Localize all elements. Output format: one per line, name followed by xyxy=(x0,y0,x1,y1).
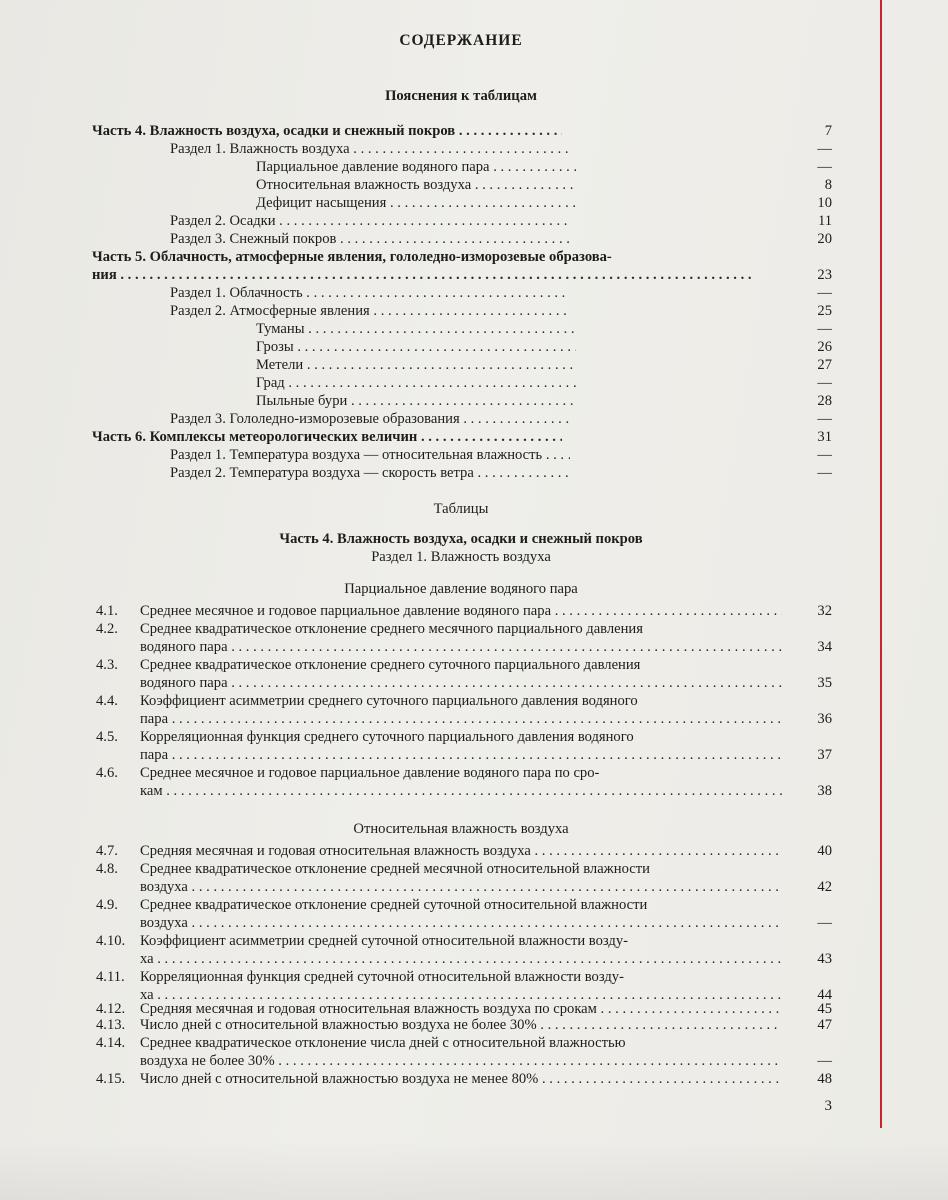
toc-entry-label: ния . . . xyxy=(92,266,752,284)
table-number: 4.10. xyxy=(96,933,126,949)
toc-entry xyxy=(0,302,948,320)
table-number: 4.4. xyxy=(96,693,118,709)
table-entry xyxy=(0,1052,948,1070)
table-entry-label: кам . . . xyxy=(140,782,782,800)
toc-entry-label: Метели . . . xyxy=(256,356,576,374)
table-entry-line1 xyxy=(0,620,948,638)
toc-entry xyxy=(0,338,948,356)
table-entry-label: Среднее квадратическое отклонение среднего месячного парциального давления xyxy=(140,621,643,637)
table-entry-line1 xyxy=(0,896,948,914)
table-entry-page: 43 xyxy=(817,951,832,967)
table-number: 4.12. xyxy=(96,1001,126,1017)
toc-entry-page: 7 xyxy=(824,123,832,139)
toc-entry-label: Дефицит насыщения . . . xyxy=(256,194,576,212)
table-entry xyxy=(0,746,948,764)
toc-entry-page: 25 xyxy=(817,303,832,319)
toc-entry-label: Раздел 2. Осадки . . . xyxy=(170,212,570,230)
toc-entry xyxy=(0,212,948,230)
toc-entry-page: — xyxy=(817,465,832,481)
table-number: 4.8. xyxy=(96,861,118,877)
toc-entry-page: 20 xyxy=(817,231,832,247)
page-number: 3 xyxy=(824,1098,832,1114)
table-number: 4.13. xyxy=(96,1017,126,1033)
toc-entry xyxy=(0,464,948,482)
table-entry-page: 32 xyxy=(817,603,832,619)
toc-entry-label: Парциальное давление водяного пара . . . xyxy=(256,158,576,176)
toc-entry-page: — xyxy=(817,375,832,391)
toc-entry-page: 23 xyxy=(817,267,832,283)
table-entry xyxy=(0,710,948,728)
table-entry-label: Число дней с относительной влажностью воздуха не менее 80% . . . xyxy=(140,1070,782,1088)
toc-entry-label: Раздел 1. Влажность воздуха . . . xyxy=(170,140,570,158)
table-entry-label: Среднее месячное и годовое парциальное давление водяного пара . . . xyxy=(140,602,782,620)
toc-entry-page: 27 xyxy=(817,357,832,373)
table-entry-page: 47 xyxy=(817,1017,832,1033)
toc-entry-page: 11 xyxy=(817,213,832,229)
table-number: 4.1. xyxy=(96,603,118,619)
toc-entry-page: — xyxy=(817,141,832,157)
toc-entry-label: Раздел 2. Атмосферные явления . . . xyxy=(170,302,570,320)
toc-entry xyxy=(0,230,948,248)
table-entry-line1 xyxy=(0,656,948,674)
toc-entry xyxy=(0,122,948,140)
table-entry-label: пара . . . xyxy=(140,746,782,764)
table-entry xyxy=(0,1070,948,1088)
toc-entry-label: Раздел 3. Снежный покров . . . xyxy=(170,230,570,248)
table-number: 4.11. xyxy=(96,969,125,985)
table-entry-label: Коэффициент асимметрии средней суточной относительной влажности возду- xyxy=(140,933,628,949)
table-number: 4.3. xyxy=(96,657,118,673)
table-entry-label: ха . . . xyxy=(140,986,782,1004)
toc-entry-label: Раздел 1. Облачность . . . xyxy=(170,284,570,302)
table-number: 4.9. xyxy=(96,897,118,913)
toc-entry-line1 xyxy=(0,248,948,266)
table-entry-line1 xyxy=(0,1034,948,1052)
table-entry-page: 42 xyxy=(817,879,832,895)
table-entry-page: 37 xyxy=(817,747,832,763)
toc-entry-page: — xyxy=(817,411,832,427)
table-entry-line1 xyxy=(0,860,948,878)
table-number: 4.14. xyxy=(96,1035,126,1051)
table-entry-label: Число дней с относительной влажностью воздуха не более 30% . . . xyxy=(140,1016,782,1034)
toc-entry-page: — xyxy=(817,447,832,463)
subsection-heading: Парциальное давление водяного пара xyxy=(344,581,578,597)
toc-entry-label: Раздел 1. Температура воздуха — относительная влажность . . . xyxy=(170,446,570,464)
table-number: 4.15. xyxy=(96,1071,126,1087)
table-entry-page: 34 xyxy=(817,639,832,655)
toc-entry-page: — xyxy=(817,285,832,301)
toc-entry-label: Относительная влажность воздуха . . . xyxy=(256,176,576,194)
toc-entry-label: Туманы . . . xyxy=(256,320,576,338)
toc-entry xyxy=(0,284,948,302)
toc-entry xyxy=(0,176,948,194)
table-entry-label: воздуха не более 30% . . . xyxy=(140,1052,782,1070)
table-entry-page: 35 xyxy=(817,675,832,691)
table-entry-page: 48 xyxy=(817,1071,832,1087)
table-entry-label: Среднее квадратическое отклонение числа дней с относительной влажностью xyxy=(140,1035,626,1051)
explanations-heading: Пояснения к таблицам xyxy=(385,88,537,104)
table-entry-page: — xyxy=(817,915,832,931)
table-entry-label: Среднее квадратическое отклонение среднего суточного парциального давления xyxy=(140,657,641,673)
tables-heading: Таблицы xyxy=(433,501,489,517)
table-entry xyxy=(0,638,948,656)
section1-heading: Раздел 1. Влажность воздуха xyxy=(371,549,551,565)
toc-entry-label: Пыльные бури . . . xyxy=(256,392,576,410)
toc-entry-label: Град . . . xyxy=(256,374,576,392)
toc-entry-page: 10 xyxy=(817,195,832,211)
toc-entry-label: Часть 5. Облачность, атмосферные явления, гололедно-изморозевые образова- xyxy=(92,249,612,265)
toc-entry xyxy=(0,158,948,176)
table-entry xyxy=(0,914,948,932)
table-entry-label: Коэффициент асимметрии среднего суточного парциального давления водяного xyxy=(140,693,638,709)
toc-entry-label: Раздел 3. Гололедно-изморозевые образования . . . xyxy=(170,410,570,428)
table-entry-line1 xyxy=(0,968,948,986)
table-number: 4.2. xyxy=(96,621,118,637)
table-entry-line1 xyxy=(0,728,948,746)
toc-entry-label: Часть 4. Влажность воздуха, осадки и снежный покров . . . xyxy=(92,122,562,140)
table-entry xyxy=(0,842,948,860)
table-entry-label: Корреляционная функция среднего суточного парциального давления водяного xyxy=(140,729,634,745)
table-entry xyxy=(0,602,948,620)
page-shadow xyxy=(0,1140,948,1200)
table-entry-label: водяного пара . . . xyxy=(140,674,782,692)
table-entry-page: 44 xyxy=(817,987,832,1003)
toc-entry-label: Грозы . . . xyxy=(256,338,576,356)
toc-entry xyxy=(0,140,948,158)
toc-entry-page: — xyxy=(817,159,832,175)
toc-entry-label: Часть 6. Комплексы метеорологических величин . . . xyxy=(92,428,562,446)
toc-entry xyxy=(0,410,948,428)
table-entry-page: 40 xyxy=(817,843,832,859)
toc-entry xyxy=(0,356,948,374)
table-entry-label: воздуха . . . xyxy=(140,914,782,932)
toc-entry xyxy=(0,428,948,446)
table-entry-page: 38 xyxy=(817,783,832,799)
table-entry-label: Средняя месячная и годовая относительная влажность воздуха . . . xyxy=(140,842,782,860)
toc-entry-label: Раздел 2. Температура воздуха — скорость ветра . . . xyxy=(170,464,570,482)
toc-entry-page: — xyxy=(817,321,832,337)
table-entry-line1 xyxy=(0,692,948,710)
table-entry-label: Среднее квадратическое отклонение средней суточной относительной влажности xyxy=(140,897,648,913)
table-entry-page: — xyxy=(817,1053,832,1069)
page-title: СОДЕРЖАНИЕ xyxy=(399,32,523,49)
subsection-heading: Относительная влажность воздуха xyxy=(353,821,569,837)
toc-entry-page: 8 xyxy=(824,177,832,193)
table-entry-line1 xyxy=(0,764,948,782)
table-entry-label: Среднее месячное и годовое парциальное давление водяного пара по сро- xyxy=(140,765,600,781)
table-entry-label: ха . . . xyxy=(140,950,782,968)
table-number: 4.7. xyxy=(96,843,118,859)
table-entry xyxy=(0,1016,948,1034)
table-entry-label: Средняя месячная и годовая относительная влажность воздуха по срокам . . . xyxy=(140,1000,782,1018)
toc-entry xyxy=(0,194,948,212)
table-number: 4.6. xyxy=(96,765,118,781)
table-entry-label: пара . . . xyxy=(140,710,782,728)
table-entry-label: воздуха . . . xyxy=(140,878,782,896)
toc-entry xyxy=(0,320,948,338)
table-entry-label: Корреляционная функция средней суточной относительной влажности возду- xyxy=(140,969,624,985)
table-number: 4.5. xyxy=(96,729,118,745)
toc-entry xyxy=(0,266,948,284)
toc-entry xyxy=(0,374,948,392)
toc-entry-page: 28 xyxy=(817,393,832,409)
part4-heading: Часть 4. Влажность воздуха, осадки и снежный покров xyxy=(279,531,643,547)
table-entry-label: Среднее квадратическое отклонение средней месячной относительной влажности xyxy=(140,861,650,877)
table-entry-label: водяного пара . . . xyxy=(140,638,782,656)
table-entry xyxy=(0,674,948,692)
table-entry xyxy=(0,878,948,896)
table-entry-page: 36 xyxy=(817,711,832,727)
toc-entry-page: 26 xyxy=(817,339,832,355)
toc-entry xyxy=(0,392,948,410)
toc-entry xyxy=(0,446,948,464)
table-entry-line1 xyxy=(0,932,948,950)
table-entry-page: 45 xyxy=(817,1001,832,1017)
table-entry xyxy=(0,782,948,800)
table-entry xyxy=(0,950,948,968)
toc-entry-page: 31 xyxy=(817,429,832,445)
